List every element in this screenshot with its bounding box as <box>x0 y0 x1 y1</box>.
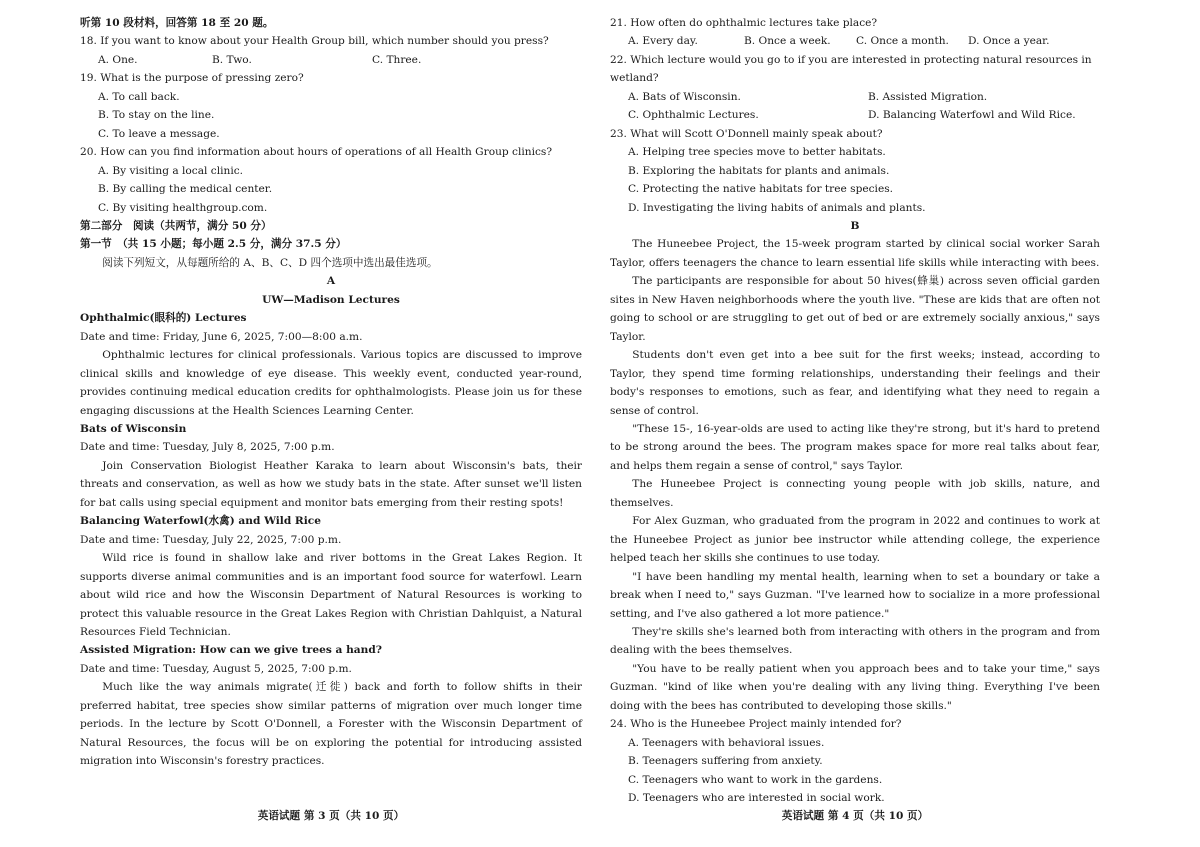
option-24a[interactable]: A. Teenagers with behavioral issues. <box>628 736 825 749</box>
lecture4-body: Much like the way animals migrate(迁徙) back and forth to follow shifts in their preferred habitat, tree species show similar patterns of migration over much longer time periods. In the lecture by Scott O'Donnell, a Forester with the Wisconsin Department of Natural Resources, the focus will be on exploring the potential for introducing assisted migration into Wisconsin's forestry practices. <box>80 681 582 768</box>
lecture3-title: Balancing Waterfowl(水禽) and Wild Rice <box>80 515 321 528</box>
option-22a[interactable]: A. Bats of Wisconsin. <box>628 90 741 103</box>
option-21c[interactable]: C. Once a month. <box>856 35 949 48</box>
lecture1-body: Ophthalmic lectures for clinical professionals. Various topics are discussed to improve clinical skills and knowledge of eye disease. This weekly event, conducted year-round, provides continuing medical education credits for ophthalmologists. Please join us for these engaging discussions at the Health Sciences Learning Center. <box>80 349 582 417</box>
option-21a[interactable]: A. Every day. <box>628 35 698 48</box>
option-23c[interactable]: C. Protecting the native habitats for tree species. <box>628 183 894 196</box>
left-page-footer: 英语试题 第 3 页（共 10 页） <box>257 810 405 822</box>
question-18-options <box>80 51 582 69</box>
option-21d[interactable]: D. Once a year. <box>968 35 1050 48</box>
question-18: 18. If you want to know about your Health Group bill, which number should you press? <box>80 35 549 48</box>
question-21-options <box>610 32 1100 50</box>
option-24b[interactable]: B. Teenagers suffering from anxiety. <box>628 755 823 768</box>
question-23: 23. What will Scott O'Donnell mainly speak about? <box>610 127 883 140</box>
passage-b-p5: The Huneebee Project is connecting young people with job skills, nature, and themselves. <box>610 478 1100 509</box>
lecture2-title: Bats of Wisconsin <box>80 422 187 435</box>
option-19c[interactable]: C. To leave a message. <box>98 127 220 140</box>
question-19: 19. What is the purpose of pressing zero? <box>80 72 304 85</box>
option-18b[interactable]: B. Two. <box>212 53 252 66</box>
section1-heading: 第一节 （共 15 小题；每小题 2.5 分，满分 37.5 分） <box>80 238 347 251</box>
option-19b[interactable]: B. To stay on the line. <box>98 109 215 122</box>
lecture1-title: Ophthalmic(眼科的) Lectures <box>80 312 247 325</box>
option-20c[interactable]: C. By visiting healthgroup.com. <box>98 201 268 214</box>
passage-b-p3: Students don't even get into a bee suit for the first weeks; instead, according to Taylor, they spend time forming relationships, understanding their feelings and their body's responses to emotions, such as fear, and identifying what they need to regain a sense of control. <box>610 349 1100 417</box>
passage-b-p8: They're skills she's learned both from interacting with others in the program and from dealing with the bees themselves. <box>610 625 1100 657</box>
passage-b-p1: The Huneebee Project, the 15-week program started by clinical social worker Sarah Taylor, offers teenagers the chance to learn essential life skills while interacting with bees. <box>610 238 1100 269</box>
left-page-content <box>80 14 582 771</box>
option-23d[interactable]: D. Investigating the living habits of animals and plants. <box>628 201 926 214</box>
lecture4-title: Assisted Migration: How can we give trees a hand? <box>80 644 382 657</box>
option-22c[interactable]: C. Ophthalmic Lectures. <box>628 109 759 122</box>
option-24d[interactable]: D. Teenagers who are interested in social work. <box>628 792 885 805</box>
option-22d[interactable]: D. Balancing Waterfowl and Wild Rice. <box>868 109 1076 122</box>
option-20b[interactable]: B. By calling the medical center. <box>98 183 273 196</box>
lecture2-body: Join Conservation Biologist Heather Karaka to learn about Wisconsin's bats, their threats and conservation, as well as how we study bats in the state. After sunset we'll listen for bat calls using special equipment and monitor bats emerging from their resting spots! <box>80 459 582 509</box>
option-23b[interactable]: B. Exploring the habitats for plants and animals. <box>628 164 890 177</box>
option-18a[interactable]: A. One. <box>98 53 138 66</box>
passage-b-p6: For Alex Guzman, who graduated from the program in 2022 and continues to work at the Huneebee Project as junior bee instructor while attending college, the experience helped teach her skills she continues to use today. <box>610 515 1100 565</box>
part2-heading: 第二部分 阅读（共两节，满分 50 分） <box>80 219 272 232</box>
right-page-footer: 英语试题 第 4 页（共 10 页） <box>781 810 929 822</box>
passage-b-p9: "You have to be really patient when you approach bees and to take your time," says Guzman. "kind of like when you're dealing with any living thing. Everything I've been doing with the bees has contributed to developing those skills." <box>610 662 1100 712</box>
passage-b-p2: The participants are responsible for about 50 hives(蜂巢) across seven official garden sites in New Haven neighborhoods where the youth live. "These are kids that are often not going to school or are struggling to get out of bed or are extremely socially anxious," says Taylor. <box>610 275 1100 343</box>
passage-b-p4: "These 15-, 16-year-olds are used to acting like they're strong, but it's hard to pretend to be strong around the bees. The program makes space for more real talks about fear, and helps them regain a sense of control," says Taylor. <box>610 422 1100 472</box>
lecture3-date: Date and time: Tuesday, July 22, 2025, 7:00 p.m. <box>80 533 342 546</box>
question-24: 24. Who is the Huneebee Project mainly intended for? <box>610 718 902 731</box>
option-23a[interactable]: A. Helping tree species move to better habitats. <box>628 146 886 159</box>
lecture3-body: Wild rice is found in shallow lake and river bottoms in the Great Lakes Region. It supports diverse animal communities and is an important food source for waterfowl. Learn about wild rice and how the Wisconsin Department of Natural Resources is working to protect this valuable resource in the Great Lakes Region with Christian Dahlquist, a Natural Resources Field Technician. <box>80 552 582 638</box>
option-22b[interactable]: B. Assisted Migration. <box>868 90 988 103</box>
option-21b[interactable]: B. Once a week. <box>744 35 831 48</box>
listening-header: 听第 10 段材料，回答第 18 至 20 题。 <box>80 17 274 29</box>
right-page-content <box>610 14 1100 807</box>
option-18c[interactable]: C. Three. <box>372 53 422 66</box>
question-22-options-row2 <box>610 106 1100 124</box>
passage-a-letter: A <box>326 275 336 288</box>
passage-b-letter: B <box>850 219 860 232</box>
option-24c[interactable]: C. Teenagers who want to work in the gardens. <box>628 773 883 786</box>
option-20a[interactable]: A. By visiting a local clinic. <box>98 164 244 177</box>
passage-b-p7: "I have been handling my mental health, learning when to set a boundary or take a break when I need to," says Guzman. "I've learned how to socialize in a more professional setting, and I've also gathered a lot more patience." <box>610 570 1100 620</box>
right-page <box>600 0 1200 847</box>
option-19a[interactable]: A. To call back. <box>98 90 180 103</box>
passage-a-title: UW—Madison Lectures <box>262 293 400 306</box>
question-22-options-row1 <box>610 88 1100 106</box>
question-21: 21. How often do ophthalmic lectures take place? <box>610 17 878 29</box>
lecture1-date: Date and time: Friday, June 6, 2025, 7:00—8:00 a.m. <box>80 330 363 343</box>
lecture2-date: Date and time: Tuesday, July 8, 2025, 7:00 p.m. <box>80 441 335 454</box>
question-22: 22. Which lecture would you go to if you are interested in protecting natural resources in wetland? <box>610 53 1092 85</box>
question-20: 20. How can you find information about hours of operations of all Health Group clinics? <box>80 146 553 159</box>
lecture4-date: Date and time: Tuesday, August 5, 2025, 7:00 p.m. <box>80 662 352 675</box>
reading-instructions: 阅读下列短文，从每题所给的 A、B、C、D 四个选项中选出最佳选项。 <box>102 256 438 269</box>
